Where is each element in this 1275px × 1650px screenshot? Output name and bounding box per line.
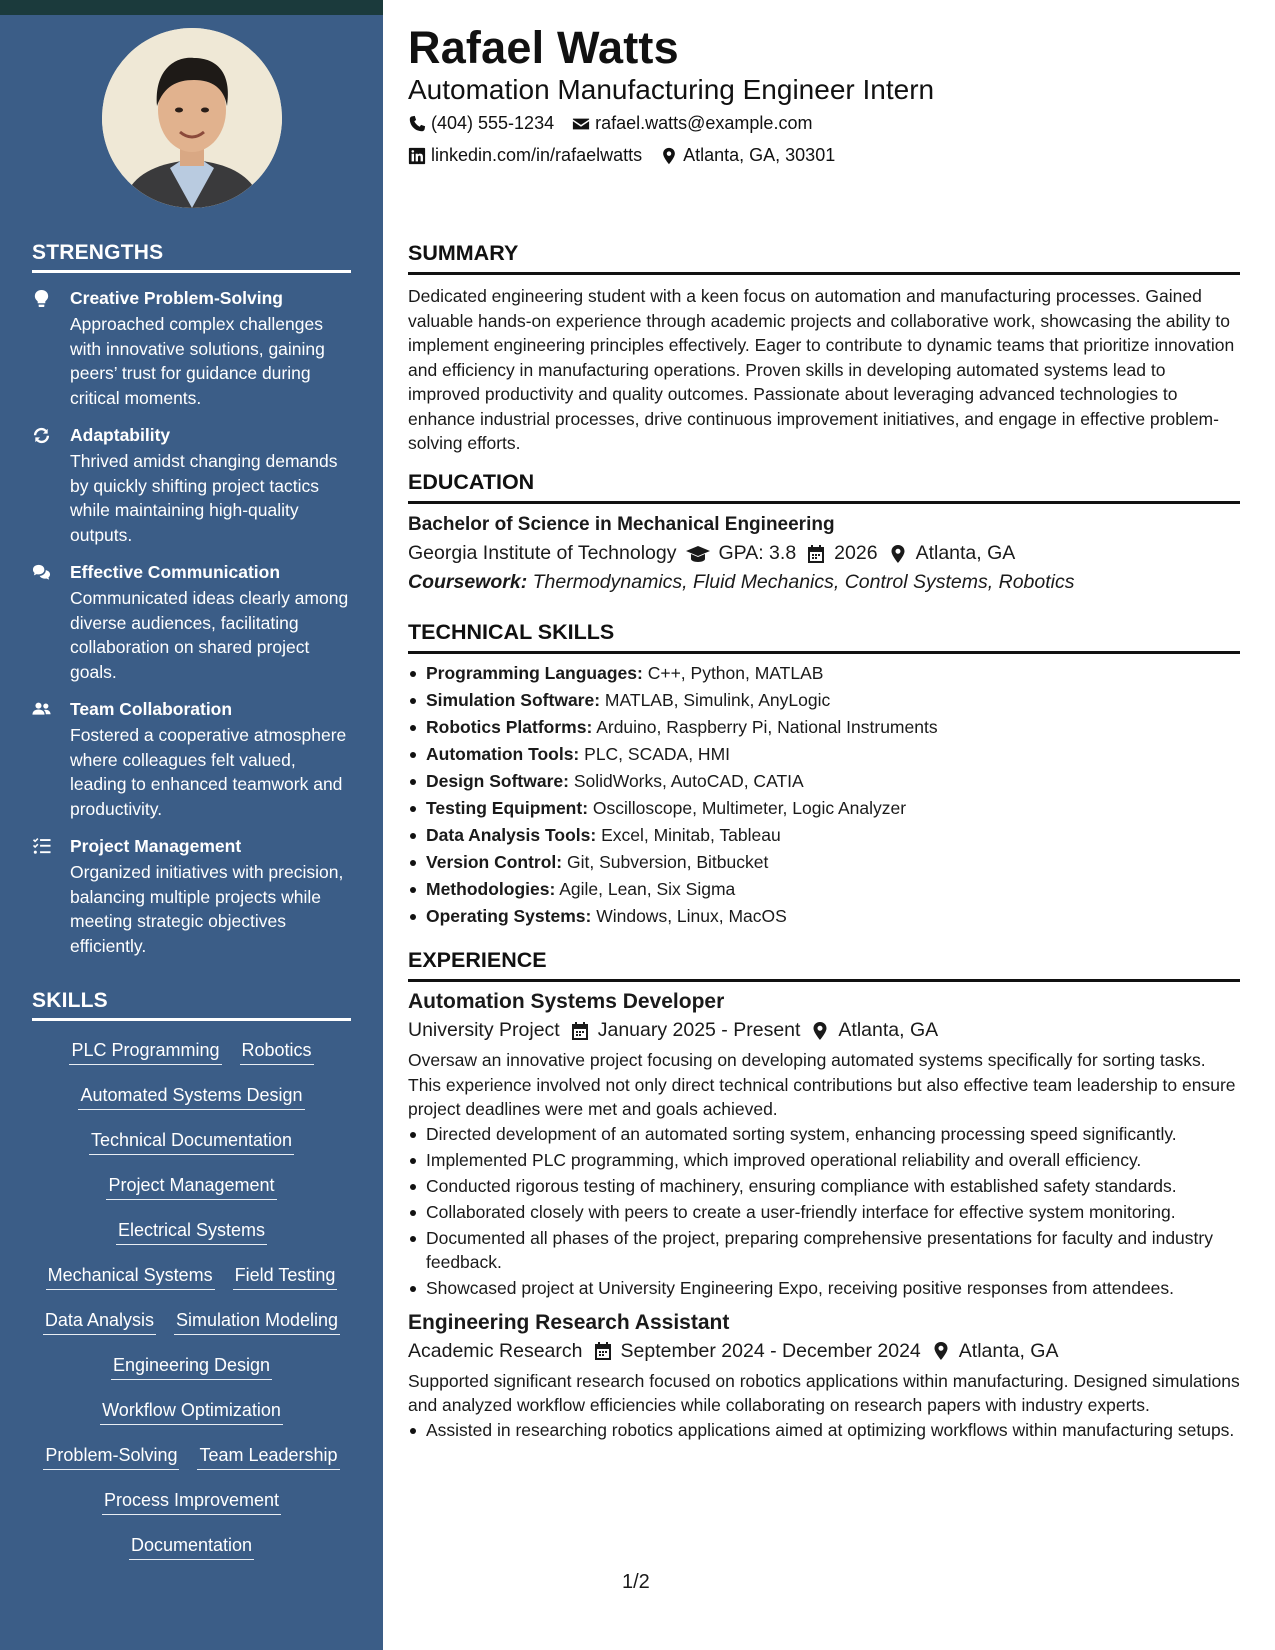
education-meta — [408, 542, 1240, 565]
skill-tag: Workflow Optimization — [100, 1398, 283, 1425]
job-bullet: Implemented PLC programming, which improved operational reliability and overall efficiency. — [408, 1148, 1240, 1173]
jobs-list — [408, 990, 1240, 1442]
candidate-name: Rafael Watts — [408, 22, 679, 73]
skill-tag: Documentation — [129, 1533, 254, 1560]
envelope-icon — [572, 115, 590, 133]
skill-row — [32, 1038, 351, 1083]
job-bullet: Showcased project at University Engineering Expo, receiving positive responses from attendees. — [408, 1276, 1240, 1301]
skill-tag: Robotics — [240, 1038, 314, 1065]
skill-tag: Process Improvement — [102, 1488, 281, 1515]
skill-values: Excel, Minitab, Tableau — [601, 825, 781, 845]
skill-category: Programming Languages: — [426, 663, 643, 683]
job-location: Atlanta, GA — [958, 1339, 1059, 1362]
contact-linkedin — [408, 145, 642, 166]
job-meta — [408, 1340, 1240, 1363]
job-title: Engineering Research Assistant — [408, 1310, 730, 1334]
skill-row — [32, 1353, 351, 1398]
calendar-icon — [593, 1341, 613, 1361]
candidate-title: Automation Manufacturing Engineer Intern — [408, 74, 935, 105]
job-bullet: Assisted in researching robotics applications aimed at optimizing workflows within manufacturing setups. — [408, 1418, 1240, 1443]
job-bullet: Directed development of an automated sorting system, enhancing processing speed significantly. — [408, 1122, 1240, 1147]
skill-tag: Technical Documentation — [89, 1128, 294, 1155]
job-title: Automation Systems Developer — [408, 990, 725, 1013]
skills-heading: SKILLS — [32, 989, 351, 1021]
strength-title: Adaptability — [70, 425, 171, 445]
strength-description: Fostered a cooperative atmosphere where colleagues felt valued, leading to enhanced teamwork and productivity. — [70, 725, 347, 819]
technical-skill-item — [408, 714, 1240, 741]
skill-row — [32, 1263, 351, 1308]
calendar-icon — [806, 544, 826, 564]
job-meta — [408, 1019, 1240, 1042]
strength-item — [32, 698, 351, 821]
skill-row — [32, 1398, 351, 1443]
job-organization: Academic Research — [408, 1339, 583, 1362]
summary-heading: SUMMARY — [408, 241, 1240, 275]
strengths-heading: STRENGTHS — [32, 241, 351, 273]
skill-values: Git, Subversion, Bitbucket — [567, 852, 769, 872]
skills-section — [32, 989, 351, 1578]
skill-tag: Field Testing — [233, 1263, 338, 1290]
technical-skill-item — [408, 660, 1240, 687]
skill-values: PLC, SCADA, HMI — [584, 744, 731, 764]
skill-values: Agile, Lean, Six Sigma — [559, 879, 736, 899]
location-text: Atlanta, GA, 30301 — [683, 145, 836, 165]
technical-skills-section — [408, 620, 1240, 930]
skill-category: Methodologies: — [426, 879, 556, 899]
strength-item — [32, 424, 351, 547]
coursework-line — [408, 571, 1240, 594]
education-heading: EDUCATION — [408, 470, 1240, 504]
skill-category: Simulation Software: — [426, 690, 601, 710]
summary-text: Dedicated engineering student with a keen focus on automation and manufacturing processes. Gained valuable hands-on experience through academic projects and collaborative work, showcasing the ability to implement engineering principles effectively. Eager to contribute to dynamic teams that prioritize innovation and efficiency in manufacturing operations. Proven skills in developing automated systems lead to improved productivity and quality outcomes. Passionate about leveraging advanced technologies to enhance industrial processes, drive continuous improvement initiatives, and engage in effective problem-solving efforts. — [408, 286, 1235, 453]
skill-values: Arduino, Raspberry Pi, National Instruments — [596, 717, 938, 737]
skill-tag: Automated Systems Design — [78, 1083, 304, 1110]
strength-item — [32, 835, 351, 958]
job-bullet: Documented all phases of the project, preparing comprehensive presentations for faculty and industry feedback. — [408, 1226, 1240, 1275]
skill-category: Testing Equipment: — [426, 798, 589, 818]
degree-title: Bachelor of Science in Mechanical Engineering — [408, 514, 835, 535]
skill-tag: Simulation Modeling — [174, 1308, 340, 1335]
job-dates: September 2024 - December 2024 — [620, 1339, 921, 1362]
skill-category: Automation Tools: — [426, 744, 580, 764]
skill-tag: Data Analysis — [43, 1308, 156, 1335]
skill-tag: Engineering Design — [111, 1353, 272, 1380]
strength-description: Approached complex challenges with innovative solutions, gaining peers’ trust for guidance during critical moments. — [70, 314, 325, 408]
skill-row — [32, 1128, 351, 1173]
users-icon — [32, 698, 70, 821]
strength-title: Effective Communication — [70, 562, 281, 582]
skill-row — [32, 1083, 351, 1128]
technical-skill-item — [408, 903, 1240, 930]
strength-description: Organized initiatives with precision, balancing multiple projects while meeting strategic objectives efficiently. — [70, 862, 344, 956]
strength-description: Communicated ideas clearly among diverse audiences, facilitating collaboration on shared project goals. — [70, 588, 349, 682]
strength-item — [32, 561, 351, 684]
linkedin-url[interactable]: linkedin.com/in/rafaelwatts — [431, 145, 643, 165]
skill-row — [32, 1533, 351, 1578]
skill-values: MATLAB, Simulink, AnyLogic — [604, 690, 831, 710]
strength-item — [32, 287, 351, 410]
strength-description: Thrived amidst changing demands by quickly shifting project tactics while maintaining high-quality outputs. — [70, 451, 338, 545]
technical-skills-heading: TECHNICAL SKILLS — [408, 620, 1240, 654]
job-dates-item — [570, 1019, 801, 1042]
job-organization: University Project — [408, 1019, 560, 1041]
job-dates-item — [593, 1340, 921, 1363]
phone-number[interactable]: (404) 555-1234 — [431, 113, 555, 133]
sidebar — [0, 0, 383, 1650]
strength-title: Creative Problem-Solving — [70, 288, 283, 308]
avatar — [102, 28, 282, 208]
calendar-icon — [570, 1021, 590, 1041]
skill-category: Design Software: — [426, 771, 569, 791]
linkedin-icon — [408, 147, 426, 165]
contact-location — [660, 145, 835, 166]
job-bullet: Collaborated closely with peers to create a user-friendly interface for effective system monitoring. — [408, 1200, 1240, 1225]
graduation-year: 2026 — [834, 542, 878, 564]
comments-icon — [32, 561, 70, 684]
skill-row — [32, 1308, 351, 1353]
map-pin-icon — [660, 147, 678, 165]
phone-icon — [408, 115, 426, 133]
technical-skill-item — [408, 876, 1240, 903]
year-item — [806, 542, 877, 565]
graduation-cap-icon — [686, 544, 710, 564]
lightbulb-icon — [32, 287, 70, 410]
school-location: Atlanta, GA — [915, 542, 1016, 564]
refresh-icon — [32, 424, 70, 547]
strengths-section — [32, 241, 351, 972]
contact-email — [572, 113, 812, 134]
map-pin-icon — [931, 1341, 951, 1361]
skill-row — [32, 1173, 351, 1218]
school-name: Georgia Institute of Technology — [408, 542, 677, 564]
skill-values: C++, Python, MATLAB — [647, 663, 824, 683]
job-bullets — [408, 1418, 1240, 1443]
gpa-value: GPA: 3.8 — [718, 542, 797, 564]
map-pin-icon — [810, 1021, 830, 1041]
coursework-label: Coursework: — [408, 571, 528, 593]
education-section — [408, 470, 1240, 594]
job-bullet: Conducted rigorous testing of machinery, ensuring compliance with established safety standards. — [408, 1174, 1240, 1199]
technical-skill-item — [408, 849, 1240, 876]
technical-skill-item — [408, 687, 1240, 714]
job-location: Atlanta, GA — [838, 1019, 939, 1041]
contact-phone — [408, 113, 554, 134]
edu-location-item — [888, 542, 1016, 565]
skill-category: Version Control: — [426, 852, 563, 872]
job-entry — [408, 990, 1240, 1301]
experience-section — [408, 948, 1240, 1444]
job-entry — [408, 1311, 1240, 1443]
coursework-list: Thermodynamics, Fluid Mechanics, Control Systems, Robotics — [532, 571, 1075, 593]
email-address[interactable]: rafael.watts@example.com — [595, 113, 813, 133]
skill-row — [32, 1488, 351, 1533]
list-check-icon — [32, 835, 70, 958]
page-number: 1/2 — [622, 1571, 650, 1593]
skill-row — [32, 1218, 351, 1263]
skill-category: Robotics Platforms: — [426, 717, 593, 737]
job-description: Supported significant research focused on robotics applications within manufacturing. Designed simulations and analyzed workflow efficiencies while collaborating on research papers with industry experts. — [408, 1370, 1240, 1415]
job-location-item — [931, 1340, 1059, 1363]
job-bullets — [408, 1122, 1240, 1301]
job-dates: January 2025 - Present — [597, 1019, 801, 1041]
gpa-item — [686, 542, 796, 565]
sidebar-top-bar — [0, 0, 383, 15]
skill-tag: Team Leadership — [197, 1443, 339, 1470]
skill-values: Oscilloscope, Multimeter, Logic Analyzer — [592, 798, 907, 818]
technical-skills-list — [408, 660, 1240, 930]
skill-row — [32, 1443, 351, 1488]
summary-section — [408, 241, 1240, 456]
skill-category: Operating Systems: — [426, 906, 592, 926]
skill-category: Data Analysis Tools: — [426, 825, 597, 845]
technical-skill-item — [408, 768, 1240, 795]
strength-title: Project Management — [70, 836, 242, 856]
strength-title: Team Collaboration — [70, 699, 233, 719]
technical-skill-item — [408, 795, 1240, 822]
technical-skill-item — [408, 741, 1240, 768]
experience-heading: EXPERIENCE — [408, 948, 1240, 982]
skill-tag: Electrical Systems — [116, 1218, 267, 1245]
skill-values: Windows, Linux, MacOS — [596, 906, 787, 926]
skill-tag: Problem-Solving — [43, 1443, 179, 1470]
job-location-item — [810, 1019, 938, 1042]
map-pin-icon — [888, 544, 908, 564]
contact-row — [408, 113, 812, 134]
profile-photo — [102, 28, 282, 208]
skills-list — [32, 1038, 351, 1578]
skill-tag: Mechanical Systems — [46, 1263, 215, 1290]
technical-skill-item — [408, 822, 1240, 849]
skill-tag: PLC Programming — [69, 1038, 221, 1065]
job-description: Oversaw an innovative project focusing on developing automated systems specifically for sorting tasks. This experience involved not only direct technical contributions but also effective team leadership to ensure project deadlines were met and goals achieved. — [408, 1050, 1236, 1119]
contact-row-2 — [408, 145, 835, 166]
skill-tag: Project Management — [106, 1173, 276, 1200]
skill-values: SolidWorks, AutoCAD, CATIA — [573, 771, 804, 791]
